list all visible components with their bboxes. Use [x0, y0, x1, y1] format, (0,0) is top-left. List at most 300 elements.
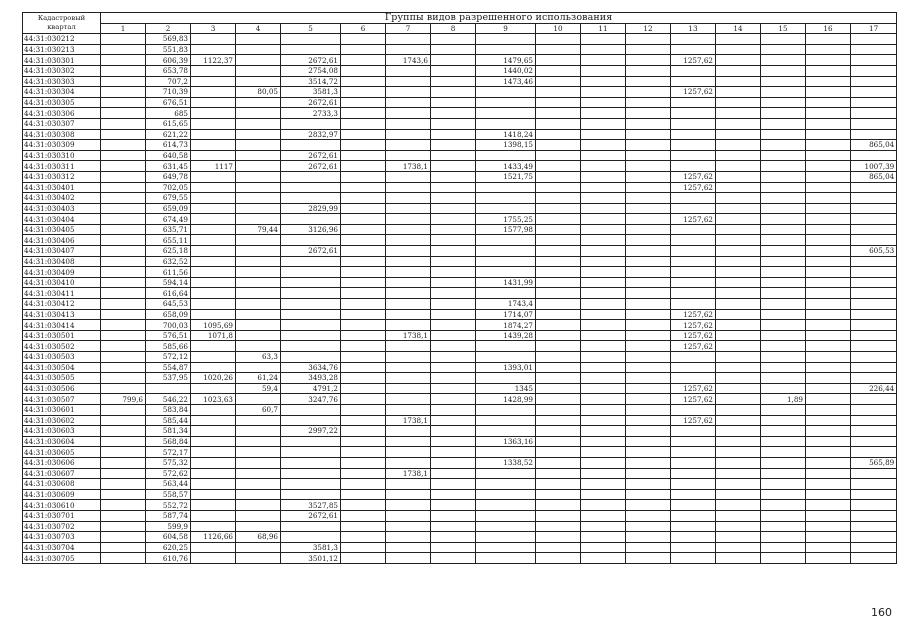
value-cell-group-12 — [626, 341, 671, 352]
value-cell-group-14 — [716, 532, 761, 543]
value-cell-group-11 — [581, 500, 626, 511]
value-cell-group-17 — [851, 362, 897, 373]
value-cell-group-1 — [101, 129, 146, 140]
value-cell-group-6 — [341, 182, 386, 193]
value-cell-group-7 — [386, 224, 431, 235]
value-cell-group-16 — [806, 394, 851, 405]
value-cell-group-13: 1257,62 — [671, 383, 716, 394]
value-cell-group-7 — [386, 542, 431, 553]
value-cell-group-14 — [716, 352, 761, 363]
value-cell-group-7: 1738,1 — [386, 415, 431, 426]
value-cell-group-3: 1095,69 — [191, 320, 236, 331]
value-cell-group-2: 653,78 — [146, 65, 191, 76]
value-cell-group-5: 2672,61 — [281, 97, 341, 108]
value-cell-group-8 — [431, 330, 476, 341]
column-number-2: 2 — [146, 23, 191, 34]
value-cell-group-11 — [581, 394, 626, 405]
value-cell-group-5: 3527,85 — [281, 500, 341, 511]
value-cell-group-2: 599,9 — [146, 521, 191, 532]
value-cell-group-16 — [806, 330, 851, 341]
value-cell-group-15 — [761, 500, 806, 511]
cadastral-code-cell: 44:31:030301 — [23, 55, 101, 66]
value-cell-group-11 — [581, 118, 626, 129]
value-cell-group-11 — [581, 44, 626, 55]
value-cell-group-4 — [236, 436, 281, 447]
value-cell-group-6 — [341, 341, 386, 352]
value-cell-group-16 — [806, 373, 851, 384]
value-cell-group-15 — [761, 55, 806, 66]
value-cell-group-13 — [671, 436, 716, 447]
value-cell-group-13 — [671, 426, 716, 437]
value-cell-group-15 — [761, 362, 806, 373]
value-cell-group-14 — [716, 542, 761, 553]
value-cell-group-1 — [101, 447, 146, 458]
cadastral-code-cell: 44:31:030501 — [23, 330, 101, 341]
value-cell-group-1 — [101, 532, 146, 543]
value-cell-group-1 — [101, 150, 146, 161]
value-cell-group-1 — [101, 118, 146, 129]
value-cell-group-9 — [476, 182, 536, 193]
value-cell-group-4 — [236, 341, 281, 352]
column-number-11: 11 — [581, 23, 626, 34]
value-cell-group-17 — [851, 256, 897, 267]
value-cell-group-11 — [581, 182, 626, 193]
value-cell-group-15 — [761, 203, 806, 214]
value-cell-group-11 — [581, 341, 626, 352]
value-cell-group-9 — [476, 118, 536, 129]
value-cell-group-11 — [581, 468, 626, 479]
value-cell-group-1 — [101, 87, 146, 98]
value-cell-group-7 — [386, 44, 431, 55]
value-cell-group-3 — [191, 457, 236, 468]
value-cell-group-14 — [716, 235, 761, 246]
value-cell-group-6 — [341, 203, 386, 214]
value-cell-group-1 — [101, 34, 146, 45]
cadastral-code-cell: 44:31:030703 — [23, 532, 101, 543]
table-row — [23, 447, 897, 458]
value-cell-group-3 — [191, 214, 236, 225]
value-cell-group-4 — [236, 44, 281, 55]
value-cell-group-12 — [626, 553, 671, 564]
value-cell-group-11 — [581, 65, 626, 76]
value-cell-group-5 — [281, 299, 341, 310]
value-cell-group-15 — [761, 87, 806, 98]
value-cell-group-16 — [806, 87, 851, 98]
value-cell-group-15 — [761, 161, 806, 172]
value-cell-group-2: 572,17 — [146, 447, 191, 458]
value-cell-group-17 — [851, 129, 897, 140]
value-cell-group-2: 554,87 — [146, 362, 191, 373]
value-cell-group-12 — [626, 161, 671, 172]
value-cell-group-16 — [806, 479, 851, 490]
value-cell-group-8 — [431, 171, 476, 182]
value-cell-group-8 — [431, 55, 476, 66]
value-cell-group-6 — [341, 118, 386, 129]
value-cell-group-6 — [341, 55, 386, 66]
value-cell-group-17 — [851, 468, 897, 479]
value-cell-group-16 — [806, 352, 851, 363]
value-cell-group-11 — [581, 299, 626, 310]
table-row — [23, 457, 897, 468]
value-cell-group-10 — [536, 553, 581, 564]
value-cell-group-2: 558,57 — [146, 489, 191, 500]
table-row — [23, 87, 897, 98]
value-cell-group-17 — [851, 553, 897, 564]
document-sheet — [22, 12, 895, 564]
value-cell-group-4 — [236, 489, 281, 500]
value-cell-group-8 — [431, 97, 476, 108]
value-cell-group-4 — [236, 320, 281, 331]
value-cell-group-12 — [626, 426, 671, 437]
value-cell-group-11 — [581, 479, 626, 490]
value-cell-group-14 — [716, 193, 761, 204]
value-cell-group-7 — [386, 299, 431, 310]
value-cell-group-17 — [851, 224, 897, 235]
value-cell-group-17 — [851, 489, 897, 500]
value-cell-group-7 — [386, 383, 431, 394]
column-number-row — [23, 23, 897, 34]
value-cell-group-16 — [806, 214, 851, 225]
value-cell-group-9: 1338,52 — [476, 457, 536, 468]
value-cell-group-15 — [761, 171, 806, 182]
value-cell-group-14 — [716, 76, 761, 87]
column-number-17: 17 — [851, 23, 897, 34]
value-cell-group-1 — [101, 267, 146, 278]
value-cell-group-3 — [191, 246, 236, 257]
value-cell-group-2: 604,58 — [146, 532, 191, 543]
value-cell-group-12 — [626, 299, 671, 310]
value-cell-group-9 — [476, 108, 536, 119]
value-cell-group-15 — [761, 76, 806, 87]
value-cell-group-9 — [476, 235, 536, 246]
value-cell-group-10 — [536, 87, 581, 98]
value-cell-group-10 — [536, 479, 581, 490]
value-cell-group-4 — [236, 426, 281, 437]
cadastral-code-cell: 44:31:030607 — [23, 468, 101, 479]
value-cell-group-8 — [431, 542, 476, 553]
value-cell-group-4 — [236, 193, 281, 204]
cadastral-code-cell: 44:31:030401 — [23, 182, 101, 193]
value-cell-group-4 — [236, 277, 281, 288]
value-cell-group-17 — [851, 309, 897, 320]
cadastral-code-cell: 44:31:030603 — [23, 426, 101, 437]
value-cell-group-11 — [581, 129, 626, 140]
value-cell-group-2: 621,22 — [146, 129, 191, 140]
value-cell-group-6 — [341, 479, 386, 490]
value-cell-group-2: 649,78 — [146, 171, 191, 182]
value-cell-group-13 — [671, 277, 716, 288]
value-cell-group-3 — [191, 510, 236, 521]
value-cell-group-12 — [626, 362, 671, 373]
value-cell-group-1 — [101, 309, 146, 320]
value-cell-group-2: 583,84 — [146, 404, 191, 415]
value-cell-group-10 — [536, 500, 581, 511]
value-cell-group-13 — [671, 246, 716, 257]
value-cell-group-5 — [281, 171, 341, 182]
value-cell-group-5 — [281, 118, 341, 129]
cadastral-code-cell: 44:31:030609 — [23, 489, 101, 500]
value-cell-group-13 — [671, 479, 716, 490]
value-cell-group-11 — [581, 521, 626, 532]
value-cell-group-11 — [581, 224, 626, 235]
table-row — [23, 129, 897, 140]
cadastral-code-cell: 44:31:030704 — [23, 542, 101, 553]
value-cell-group-9: 1714,07 — [476, 309, 536, 320]
value-cell-group-5 — [281, 447, 341, 458]
table-row — [23, 489, 897, 500]
cadastral-code-cell: 44:31:030302 — [23, 65, 101, 76]
value-cell-group-15 — [761, 309, 806, 320]
value-cell-group-14 — [716, 267, 761, 278]
column-number-14: 14 — [716, 23, 761, 34]
cadastral-code-cell: 44:31:030701 — [23, 510, 101, 521]
value-cell-group-13: 1257,62 — [671, 182, 716, 193]
table-body — [23, 34, 897, 564]
value-cell-group-10 — [536, 288, 581, 299]
value-cell-group-13 — [671, 129, 716, 140]
column-number-10: 10 — [536, 23, 581, 34]
value-cell-group-10 — [536, 44, 581, 55]
value-cell-group-8 — [431, 267, 476, 278]
column-number-16: 16 — [806, 23, 851, 34]
value-cell-group-3: 1122,37 — [191, 55, 236, 66]
value-cell-group-2: 614,73 — [146, 140, 191, 151]
value-cell-group-12 — [626, 532, 671, 543]
value-cell-group-3 — [191, 34, 236, 45]
value-cell-group-16 — [806, 510, 851, 521]
value-cell-group-14 — [716, 246, 761, 257]
cadastral-header-line-1: Кадастровый — [37, 14, 86, 23]
value-cell-group-15 — [761, 510, 806, 521]
value-cell-group-1 — [101, 489, 146, 500]
value-cell-group-15: 1,89 — [761, 394, 806, 405]
value-cell-group-17 — [851, 55, 897, 66]
value-cell-group-1 — [101, 140, 146, 151]
value-cell-group-10 — [536, 404, 581, 415]
value-cell-group-1 — [101, 457, 146, 468]
value-cell-group-8 — [431, 140, 476, 151]
value-cell-group-13 — [671, 468, 716, 479]
cadastral-code-cell: 44:31:030604 — [23, 436, 101, 447]
value-cell-group-1 — [101, 553, 146, 564]
value-cell-group-16 — [806, 267, 851, 278]
value-cell-group-13 — [671, 500, 716, 511]
table-row — [23, 224, 897, 235]
value-cell-group-7 — [386, 182, 431, 193]
value-cell-group-10 — [536, 235, 581, 246]
value-cell-group-3 — [191, 235, 236, 246]
value-cell-group-12 — [626, 383, 671, 394]
value-cell-group-4: 63,3 — [236, 352, 281, 363]
table-row — [23, 34, 897, 45]
value-cell-group-4 — [236, 171, 281, 182]
land-use-table — [22, 12, 897, 564]
value-cell-group-5 — [281, 140, 341, 151]
value-cell-group-12 — [626, 277, 671, 288]
cadastral-code-cell: 44:31:030404 — [23, 214, 101, 225]
value-cell-group-10 — [536, 383, 581, 394]
value-cell-group-3 — [191, 150, 236, 161]
value-cell-group-5: 3247,76 — [281, 394, 341, 405]
value-cell-group-15 — [761, 436, 806, 447]
value-cell-group-7 — [386, 553, 431, 564]
value-cell-group-17 — [851, 97, 897, 108]
value-cell-group-9 — [476, 404, 536, 415]
table-row — [23, 161, 897, 172]
value-cell-group-12 — [626, 65, 671, 76]
value-cell-group-17 — [851, 267, 897, 278]
value-cell-group-4 — [236, 65, 281, 76]
value-cell-group-7 — [386, 510, 431, 521]
value-cell-group-5 — [281, 436, 341, 447]
table-row — [23, 362, 897, 373]
value-cell-group-5 — [281, 352, 341, 363]
value-cell-group-14 — [716, 373, 761, 384]
value-cell-group-10 — [536, 277, 581, 288]
value-cell-group-7 — [386, 150, 431, 161]
value-cell-group-6 — [341, 288, 386, 299]
value-cell-group-16 — [806, 553, 851, 564]
value-cell-group-6 — [341, 246, 386, 257]
value-cell-group-4 — [236, 97, 281, 108]
value-cell-group-10 — [536, 309, 581, 320]
value-cell-group-8 — [431, 309, 476, 320]
value-cell-group-6 — [341, 235, 386, 246]
value-cell-group-6 — [341, 362, 386, 373]
value-cell-group-7 — [386, 65, 431, 76]
value-cell-group-3 — [191, 426, 236, 437]
value-cell-group-12 — [626, 500, 671, 511]
value-cell-group-6 — [341, 97, 386, 108]
value-cell-group-11 — [581, 553, 626, 564]
table-row — [23, 182, 897, 193]
value-cell-group-2: 569,83 — [146, 34, 191, 45]
table-row — [23, 203, 897, 214]
table-row — [23, 553, 897, 564]
value-cell-group-8 — [431, 404, 476, 415]
value-cell-group-4 — [236, 203, 281, 214]
value-cell-group-1 — [101, 171, 146, 182]
value-cell-group-2: 707,2 — [146, 76, 191, 87]
value-cell-group-5: 3501,12 — [281, 553, 341, 564]
value-cell-group-2: 685 — [146, 108, 191, 119]
value-cell-group-11 — [581, 140, 626, 151]
table-row — [23, 510, 897, 521]
value-cell-group-7 — [386, 288, 431, 299]
value-cell-group-1 — [101, 500, 146, 511]
value-cell-group-12 — [626, 330, 671, 341]
value-cell-group-12 — [626, 510, 671, 521]
value-cell-group-12 — [626, 436, 671, 447]
value-cell-group-16 — [806, 309, 851, 320]
value-cell-group-12 — [626, 309, 671, 320]
value-cell-group-11 — [581, 510, 626, 521]
value-cell-group-9: 1428,99 — [476, 394, 536, 405]
value-cell-group-5: 2832,97 — [281, 129, 341, 140]
value-cell-group-6 — [341, 224, 386, 235]
value-cell-group-1 — [101, 76, 146, 87]
value-cell-group-2: 587,74 — [146, 510, 191, 521]
value-cell-group-9 — [476, 542, 536, 553]
value-cell-group-9: 1440,02 — [476, 65, 536, 76]
cadastral-code-cell: 44:31:030504 — [23, 362, 101, 373]
value-cell-group-8 — [431, 553, 476, 564]
value-cell-group-5: 3514,72 — [281, 76, 341, 87]
cadastral-code-cell: 44:31:030502 — [23, 341, 101, 352]
value-cell-group-15 — [761, 288, 806, 299]
value-cell-group-7 — [386, 352, 431, 363]
value-cell-group-11 — [581, 150, 626, 161]
value-cell-group-13: 1257,62 — [671, 341, 716, 352]
value-cell-group-6 — [341, 193, 386, 204]
value-cell-group-2: 658,09 — [146, 309, 191, 320]
table-row — [23, 277, 897, 288]
value-cell-group-3 — [191, 118, 236, 129]
value-cell-group-4 — [236, 500, 281, 511]
value-cell-group-10 — [536, 426, 581, 437]
column-number-13: 13 — [671, 23, 716, 34]
value-cell-group-8 — [431, 246, 476, 257]
value-cell-group-1 — [101, 320, 146, 331]
value-cell-group-13 — [671, 161, 716, 172]
cadastral-code-cell: 44:31:030503 — [23, 352, 101, 363]
value-cell-group-7 — [386, 87, 431, 98]
value-cell-group-12 — [626, 150, 671, 161]
value-cell-group-14 — [716, 150, 761, 161]
value-cell-group-4 — [236, 118, 281, 129]
value-cell-group-8 — [431, 299, 476, 310]
value-cell-group-2: 615,65 — [146, 118, 191, 129]
value-cell-group-1 — [101, 224, 146, 235]
value-cell-group-11 — [581, 309, 626, 320]
value-cell-group-16 — [806, 341, 851, 352]
value-cell-group-11 — [581, 193, 626, 204]
value-cell-group-17: 565,89 — [851, 457, 897, 468]
value-cell-group-14 — [716, 256, 761, 267]
value-cell-group-4 — [236, 479, 281, 490]
value-cell-group-12 — [626, 203, 671, 214]
cadastral-code-cell: 44:31:030310 — [23, 150, 101, 161]
value-cell-group-3 — [191, 489, 236, 500]
value-cell-group-2: 568,84 — [146, 436, 191, 447]
value-cell-group-8 — [431, 436, 476, 447]
value-cell-group-12 — [626, 34, 671, 45]
value-cell-group-1 — [101, 436, 146, 447]
table-row — [23, 394, 897, 405]
value-cell-group-17 — [851, 182, 897, 193]
column-number-8: 8 — [431, 23, 476, 34]
value-cell-group-3 — [191, 76, 236, 87]
value-cell-group-17 — [851, 447, 897, 458]
value-cell-group-17 — [851, 193, 897, 204]
value-cell-group-5 — [281, 193, 341, 204]
value-cell-group-9: 1874,27 — [476, 320, 536, 331]
cadastral-code-cell: 44:31:030306 — [23, 108, 101, 119]
value-cell-group-4 — [236, 521, 281, 532]
value-cell-group-13 — [671, 532, 716, 543]
value-cell-group-5 — [281, 330, 341, 341]
value-cell-group-16 — [806, 468, 851, 479]
value-cell-group-9: 1398,15 — [476, 140, 536, 151]
value-cell-group-4 — [236, 362, 281, 373]
value-cell-group-5 — [281, 521, 341, 532]
table-row — [23, 65, 897, 76]
cadastral-code-cell: 44:31:030309 — [23, 140, 101, 151]
table-row — [23, 76, 897, 87]
value-cell-group-2: 659,09 — [146, 203, 191, 214]
table-row — [23, 479, 897, 490]
table-row — [23, 404, 897, 415]
